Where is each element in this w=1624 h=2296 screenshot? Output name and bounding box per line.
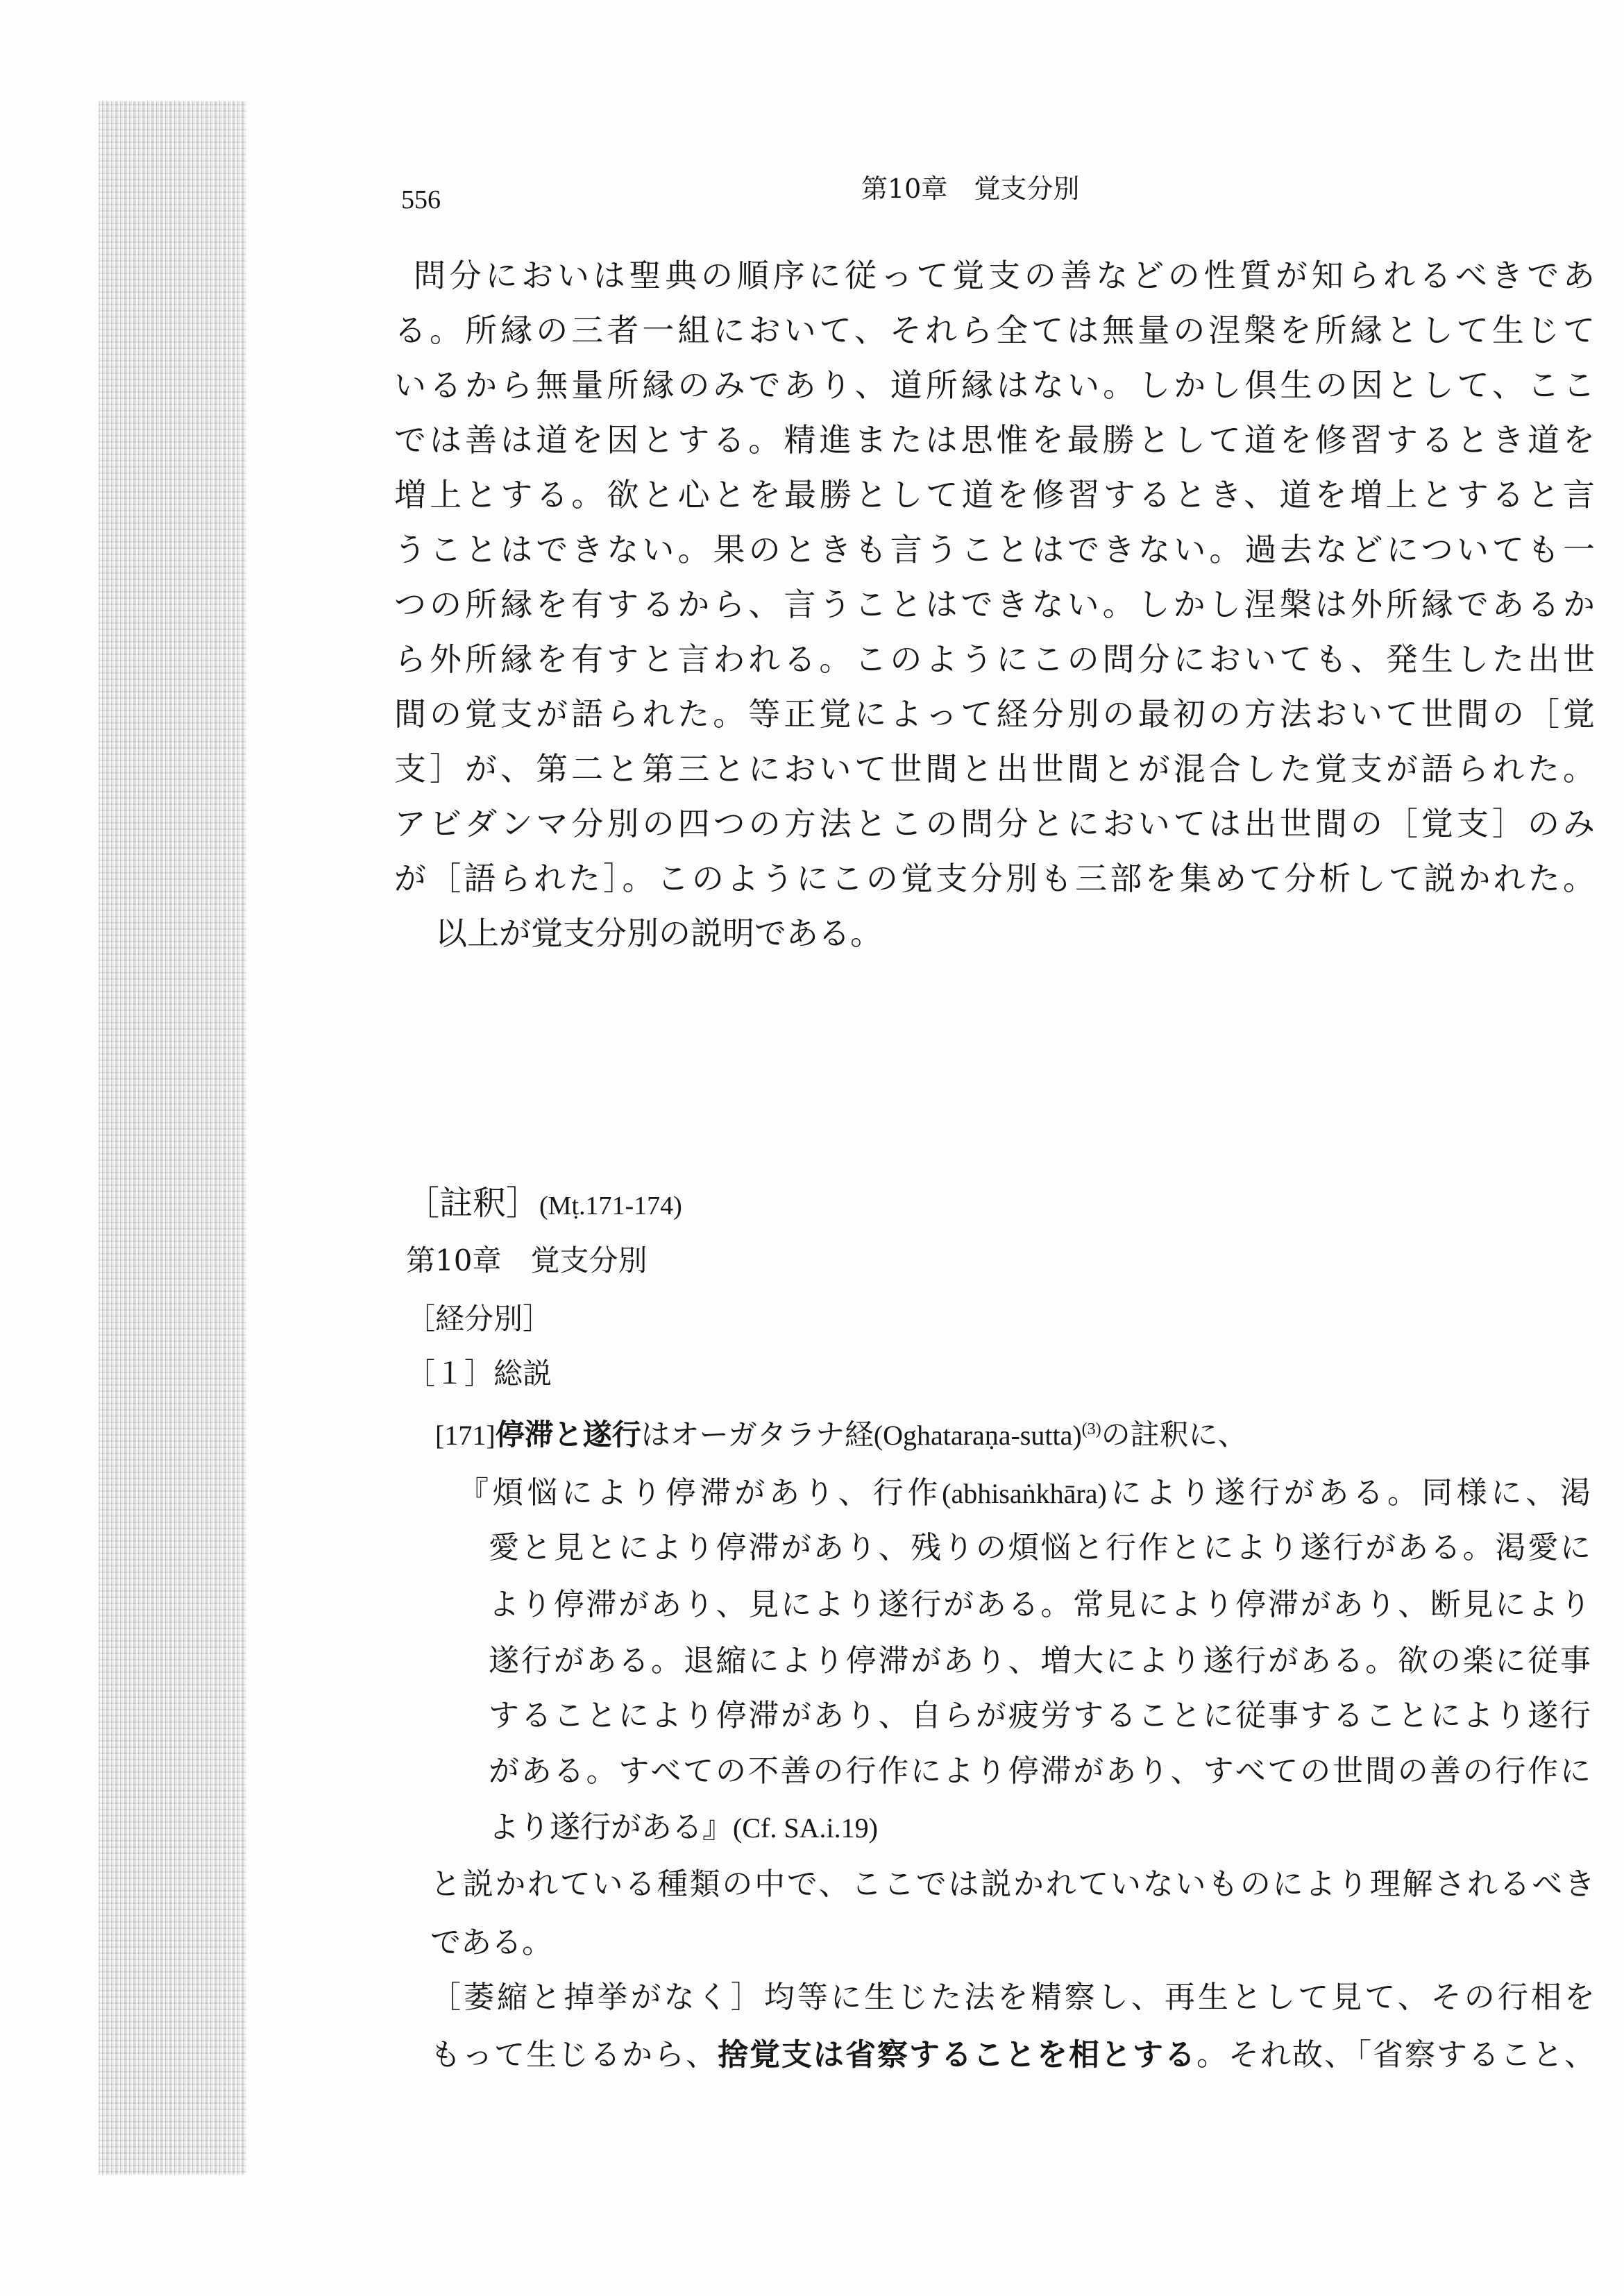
commentary-subsection-title: ［１］総説 [406,1357,552,1391]
quote-text: より遂行がある』 [489,1810,733,1845]
text-line: では善は道を因とする。精進または思惟を最勝として道を修習するとき道を [394,421,1595,459]
text-line: ら外所縁を有すと言われる。このようにこの問分においても、発生した出世 [394,640,1595,678]
text-line: ［萎縮と掉挙がなく］均等に生じた法を精察し、再生として見て、その行相を [430,1980,1595,2015]
text-line: アビダンマ分別の四つの方法とこの問分とにおいては出世間の［覚支］のみ [394,805,1595,842]
quote-text: 『煩悩により停滞があり、行作 [458,1475,942,1511]
text-line: うことはできない。果のときも言うことはできない。過去などについても一 [394,531,1595,568]
closing-line: 以上が覚支分別の説明である。 [435,915,882,952]
quote-line [489,1807,878,1849]
page-number: 556 [401,185,441,214]
text-line: いるから無量所縁のみであり、道所縁はない。しかし倶生の因として、ここ [394,366,1595,404]
text-segment: もって生じるから、 [430,2037,718,2073]
bold-text-segment: 捨覚支は省察することを相とする [718,2037,1196,2073]
entry-text: の註釈に、 [1101,1418,1247,1452]
entry-number: [171] [435,1420,496,1451]
text-line: る。所縁の三者一組において、それら全ては無量の涅槃を所縁として生じて [394,312,1595,349]
quote-text: により遂行がある。同様に、渇 [1106,1475,1591,1511]
text-line: である。 [430,1925,552,1960]
commentary-heading [406,1182,682,1232]
text-line: つの所縁を有するから、言うことはできない。しかし涅槃は外所縁であるか [394,586,1595,623]
entry-text: はオーガタラナ経 [641,1418,874,1452]
text-line: 問分においは聖典の順序に従って覚支の善などの性質が知られるべきであ [414,257,1595,294]
commentary-entry [435,1414,1247,1456]
quote-citation: (Cf. SA.i.19) [733,1812,878,1844]
quote-line: 遂行がある。退縮により停滞があり、増大により遂行がある。欲の楽に従事 [489,1643,1591,1678]
quote-line: 愛と見とにより停滞があり、残りの煩悩と行作とにより遂行がある。渇愛に [489,1530,1591,1565]
commentary-section-title: ［経分別］ [406,1302,552,1336]
footnote-mark: (3) [1081,1420,1101,1438]
commentary-label: ［註釈］ [406,1184,540,1223]
entry-pali-title: (Oghataraṇa-sutta) [873,1420,1082,1451]
text-line [430,2034,1595,2076]
text-line: 支］が、第二と第三とにおいて世間と出世間とが混合した覚支が語られた。 [394,750,1595,788]
text-segment: 。それ故、「省察すること、 [1196,2037,1595,2073]
quote-line [458,1472,1591,1515]
running-title: 第10章 覚支分別 [861,173,1080,204]
text-line: 間の覚支が語られた。等正覚によって経分別の最初の方法おいて世間の［覚 [394,695,1595,733]
text-line: が［語られた］。このようにこの覚支分別も三部を集めて分析して説かれた。 [394,860,1595,897]
commentary-reference: (Mṭ.171-174) [539,1191,682,1221]
text-line: 増上とする。欲と心とを最勝として道を修習するとき、道を増上とすると言 [394,476,1595,513]
commentary-chapter: 第10章 覚支分別 [406,1243,648,1277]
quote-line: より停滞があり、見により遂行がある。常見により停滞があり、断見により [489,1587,1591,1622]
scan-edge-shadow [99,101,246,2175]
entry-term: 停滞と遂行 [495,1418,641,1452]
quote-line: することにより停滞があり、自らが疲労することに従事することにより遂行 [489,1698,1591,1733]
quote-line: がある。すべての不善の行作により停滞があり、すべての世間の善の行作に [489,1753,1591,1789]
quote-pali-term: (abhisaṅkhāra) [942,1478,1107,1509]
text-line: と説かれている種類の中で、ここでは説かれていないものにより理解されるべき [430,1866,1595,1902]
